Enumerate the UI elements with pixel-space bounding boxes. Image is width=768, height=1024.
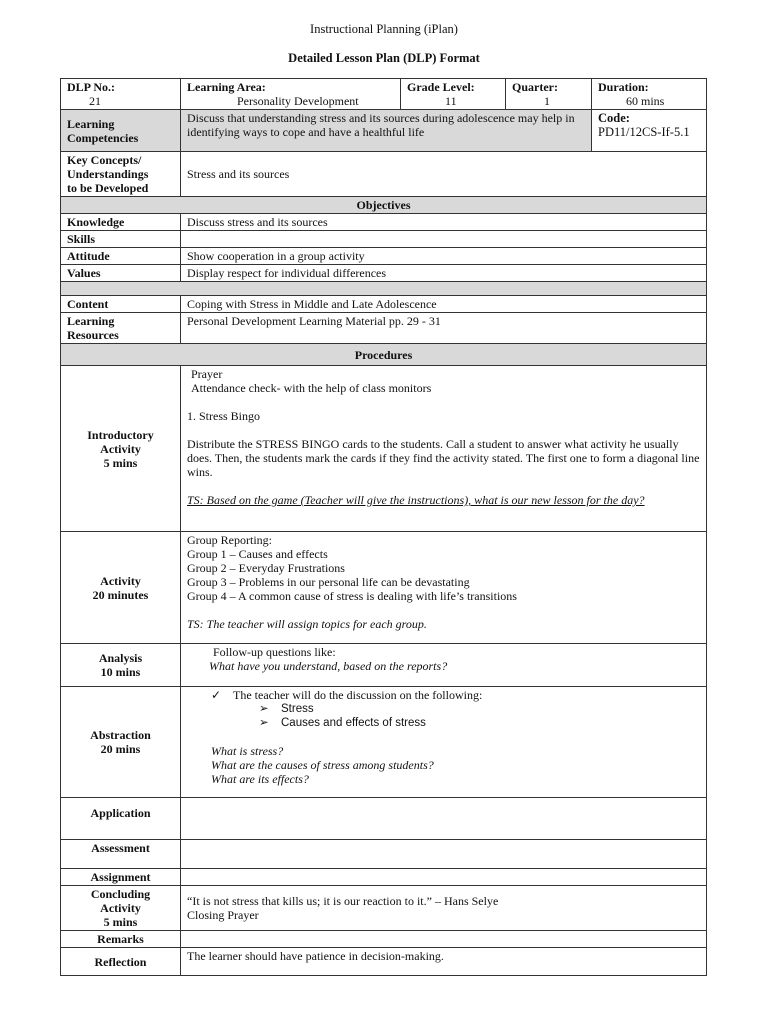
- code-value: PD11/12CS-If-5.1: [598, 125, 690, 139]
- analysis-content: [181, 644, 707, 687]
- procedures-heading: Procedures: [61, 344, 707, 366]
- intro-prayer: Prayer: [191, 367, 223, 381]
- duration-cell: [592, 79, 707, 110]
- knowledge-row: [61, 214, 707, 231]
- dlp-no-value: 21: [89, 94, 101, 108]
- remarks-row: [61, 931, 707, 948]
- learning-area-cell: [181, 79, 401, 110]
- concluding-label-line3: 5 mins: [103, 915, 138, 929]
- analysis-label-line1: Analysis: [98, 651, 143, 665]
- abstraction-bullet-2-text: Causes and effects of stress: [281, 717, 426, 729]
- abstraction-question-1: What is stress?: [211, 744, 284, 758]
- key-concepts-text: Stress and its sources: [181, 152, 707, 197]
- intro-attendance: Attendance check- with the help of class monitors: [191, 381, 432, 395]
- concluding-label-line1: Concluding: [90, 887, 151, 901]
- attitude-label: Attitude: [61, 248, 181, 265]
- code-cell: [592, 110, 707, 152]
- abstraction-label-line1: Abstraction: [90, 728, 151, 742]
- learning-resources-text: Personal Development Learning Material pp. 29 - 31: [181, 313, 707, 344]
- analysis-followup: Follow-up questions like:: [213, 645, 336, 659]
- dlp-no-cell: [61, 79, 181, 110]
- activity-label-line1: Activity: [100, 573, 141, 588]
- key-concepts-label: [61, 152, 181, 197]
- content-label: Content: [61, 296, 181, 313]
- activity-teacher-statement: TS: The teacher will assign topics for each group.: [187, 617, 427, 631]
- grade-level-value: 11: [445, 94, 457, 108]
- info-row: [61, 79, 707, 110]
- spacer-cell: [61, 282, 707, 296]
- concluding-activity-content: [181, 886, 707, 931]
- activity-content: [181, 532, 707, 644]
- procedures-heading-row: [61, 344, 707, 366]
- application-label: Application: [61, 798, 181, 840]
- learning-resources-row: [61, 313, 707, 344]
- learning-resources-label-line1: Learning: [67, 314, 115, 328]
- competencies-label: Learning Competencies: [61, 110, 181, 152]
- grade-level-cell: [401, 79, 506, 110]
- abstraction-question-2: What are the causes of stress among students?: [211, 758, 434, 772]
- spacer-row: [61, 282, 707, 296]
- arrowhead-bullet-icon: ➢: [259, 717, 269, 729]
- activity-label-line2: 20 minutes: [92, 587, 149, 602]
- intro-teacher-statement: TS: Based on the game (Teacher will give the instructions), what is our new lesson for the day?: [187, 493, 645, 507]
- abstraction-label: [61, 687, 181, 798]
- key-concepts-label-line2: Understandings: [67, 167, 149, 181]
- abstraction-row: [61, 687, 707, 798]
- learning-resources-label-line2: Resources: [67, 328, 119, 342]
- application-row: [61, 798, 707, 840]
- application-content: [181, 798, 707, 840]
- arrowhead-bullet-icon: ➢: [259, 703, 269, 715]
- document-subtitle: Detailed Lesson Plan (DLP) Format: [288, 51, 480, 65]
- grade-level-label: Grade Level:: [407, 80, 475, 94]
- key-concepts-label-line1: Key Concepts/: [67, 153, 142, 167]
- intro-stress-bingo: 1. Stress Bingo: [187, 409, 261, 423]
- introductory-activity-row: [61, 366, 707, 532]
- activity-group-1: Group 1 – Causes and effects: [187, 547, 328, 561]
- values-row: [61, 265, 707, 282]
- quarter-label: Quarter:: [512, 80, 558, 94]
- concluding-activity-label: [61, 886, 181, 931]
- assessment-row: [61, 840, 707, 869]
- abstraction-bullet-1-text: Stress: [281, 703, 314, 715]
- abstraction-content: [181, 687, 707, 798]
- knowledge-label: Knowledge: [61, 214, 181, 231]
- key-concepts-label-line3: to be Developed: [67, 181, 149, 195]
- learning-area-label: Learning Area:: [187, 80, 266, 94]
- activity-group-reporting: Group Reporting:: [187, 533, 272, 547]
- competencies-text: Discuss that understanding stress and its sources during adolescence may help in identifying ways to cope and have a healthful life: [181, 110, 592, 152]
- dlp-no-label: DLP No.:: [67, 80, 115, 94]
- activity-label: [61, 532, 181, 644]
- reflection-text: The learner should have patience in decision-making.: [181, 948, 707, 976]
- duration-value: 60 mins: [626, 94, 665, 108]
- activity-group-3: Group 3 – Problems in our personal life can be devastating: [187, 575, 470, 589]
- assessment-content: [181, 840, 707, 869]
- activity-group-4: Group 4 – A common cause of stress is dealing with life’s transitions: [187, 589, 517, 603]
- introductory-activity-label: [61, 366, 181, 532]
- introductory-label-line3: 5 mins: [103, 455, 138, 470]
- abstraction-check-item: [187, 688, 700, 702]
- skills-row: [61, 231, 707, 248]
- quarter-cell: [506, 79, 592, 110]
- concluding-activity-row: [61, 886, 707, 931]
- assessment-label: Assessment: [61, 840, 181, 869]
- analysis-row: [61, 644, 707, 687]
- analysis-question: What have you understand, based on the reports?: [209, 659, 448, 673]
- analysis-label: [61, 644, 181, 687]
- reflection-row: [61, 948, 707, 976]
- knowledge-text: Discuss stress and its sources: [181, 214, 707, 231]
- objectives-heading: Objectives: [61, 197, 707, 214]
- concluding-label-line2: Activity: [100, 901, 141, 915]
- abstraction-label-line2: 20 mins: [100, 742, 141, 756]
- attitude-text: Show cooperation in a group activity: [181, 248, 707, 265]
- abstraction-bullet-2: [187, 716, 700, 730]
- assignment-label: Assignment: [61, 869, 181, 886]
- reflection-label: Reflection: [61, 948, 181, 976]
- assignment-content: [181, 869, 707, 886]
- code-label: Code:: [598, 111, 630, 125]
- learning-area-value: Personality Development: [237, 94, 359, 108]
- introductory-activity-content: [181, 366, 707, 532]
- introductory-label-line1: Introductory: [87, 427, 154, 442]
- values-label: Values: [61, 265, 181, 282]
- abstraction-question-3: What are its effects?: [211, 772, 309, 786]
- abstraction-check-text: The teacher will do the discussion on the following:: [233, 688, 483, 702]
- quarter-value: 1: [544, 94, 551, 108]
- remarks-label: Remarks: [61, 931, 181, 948]
- introductory-label-line2: Activity: [100, 441, 141, 456]
- skills-text: [181, 231, 707, 248]
- concluding-prayer: Closing Prayer: [187, 908, 259, 922]
- remarks-content: [181, 931, 707, 948]
- attitude-row: [61, 248, 707, 265]
- skills-label: Skills: [61, 231, 181, 248]
- values-text: Display respect for individual differences: [181, 265, 707, 282]
- content-text: Coping with Stress in Middle and Late Adolescence: [181, 296, 707, 313]
- abstraction-bullet-1: [187, 702, 700, 716]
- key-concepts-row: [61, 152, 707, 197]
- objectives-heading-row: [61, 197, 707, 214]
- learning-resources-label: [61, 313, 181, 344]
- activity-row: [61, 532, 707, 644]
- intro-instructions: Distribute the STRESS BINGO cards to the students. Call a student to answer what activity he usually does. Then, the students mark the cards if they find the activity stated. The first one to form a diagonal line wins.: [187, 437, 700, 479]
- duration-label: Duration:: [598, 80, 649, 94]
- document-title: Instructional Planning (iPlan): [310, 22, 458, 36]
- checkmark-icon: ✓: [211, 688, 222, 702]
- content-row: [61, 296, 707, 313]
- competencies-row: [61, 110, 707, 152]
- analysis-label-line2: 10 mins: [100, 665, 141, 679]
- assignment-row: [61, 869, 707, 886]
- activity-group-2: Group 2 – Everyday Frustrations: [187, 561, 345, 575]
- lesson-plan-table: [60, 78, 707, 976]
- concluding-quote: “It is not stress that kills us; it is our reaction to it.” – Hans Selye: [187, 894, 499, 908]
